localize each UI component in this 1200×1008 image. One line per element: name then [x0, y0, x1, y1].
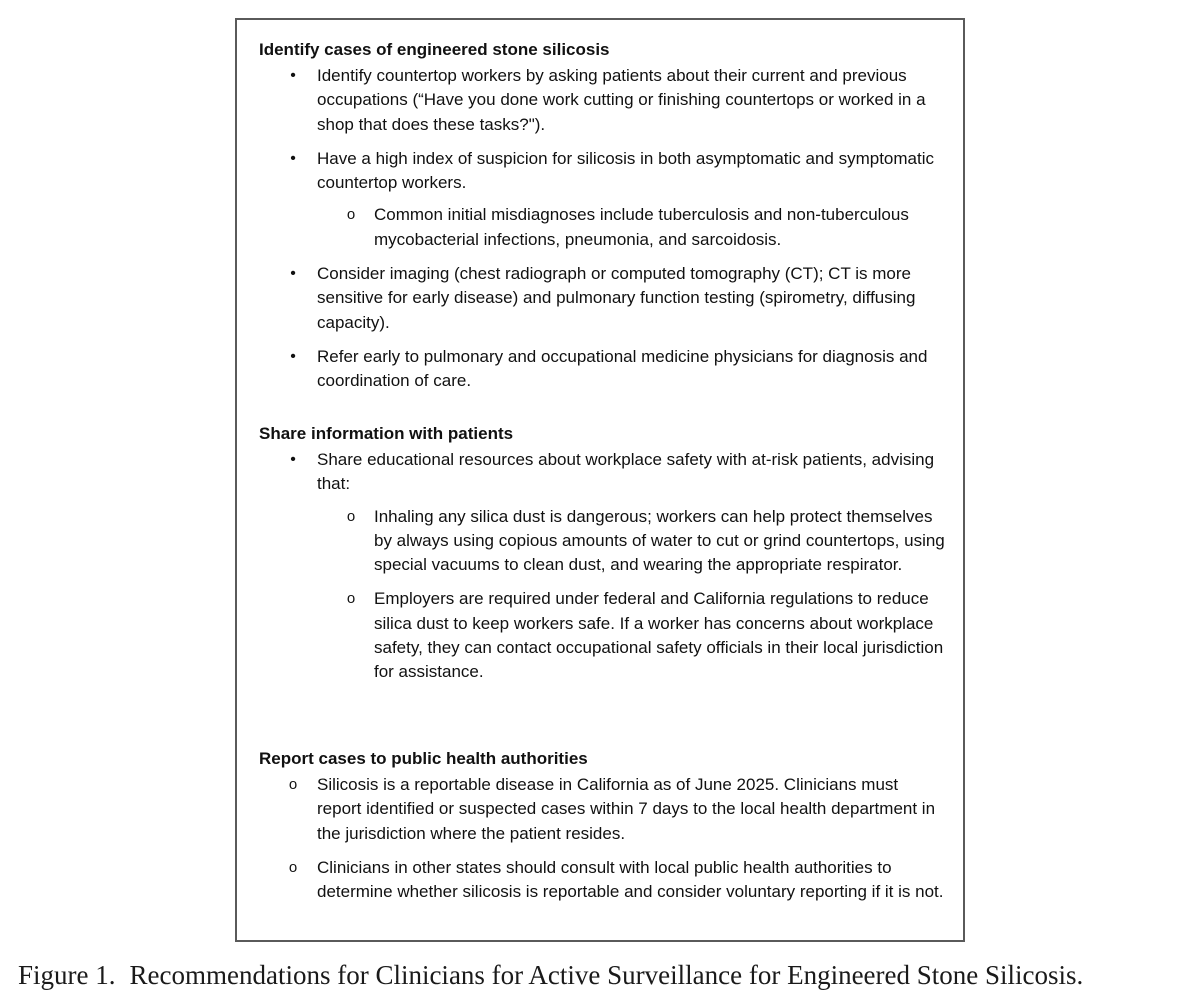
sub-list: [317, 203, 945, 252]
list-item-text: Have a high index of suspicion for silicosis in both asymptomatic and symptomatic countertop workers.: [317, 148, 935, 193]
list-item: [290, 448, 945, 685]
list-item: [288, 773, 945, 846]
figure-caption: [18, 957, 1193, 993]
list-item-text: Identify countertop workers by asking patients about their current and previous occupations (“Have you done work cutting or finishing countertops or worked in a shop that does these tasks?").: [317, 66, 926, 134]
circle-bullet-icon: o: [346, 507, 356, 525]
list-item: [290, 262, 945, 335]
bullet-list: [259, 773, 945, 904]
sub-list: [317, 505, 945, 685]
list-item: [290, 147, 945, 252]
circle-bullet-icon: o: [288, 858, 298, 876]
section-title: Identify cases of engineered stone silicosis: [259, 40, 610, 59]
bullet-list: [259, 64, 945, 394]
list-item: [290, 345, 945, 394]
sub-list-item: [346, 505, 945, 578]
recommendations-box: [235, 18, 965, 942]
list-item: [288, 856, 945, 905]
section-identify-cases: [259, 38, 945, 404]
bullet-icon: •: [290, 265, 296, 283]
section-report-cases: [259, 747, 945, 914]
section-share-information: [259, 422, 945, 695]
sub-list-item-text: Inhaling any silica dust is dangerous; workers can help protect themselves by always using copious amounts of water to cut or grind countertops, using special vacuums to clean dust, and wearing the appropriate respirator.: [374, 506, 945, 575]
bullet-icon: •: [290, 347, 296, 365]
bullet-icon: •: [290, 67, 296, 84]
sub-list-item: [346, 203, 945, 252]
section-title: Share information with patients: [259, 424, 514, 443]
list-item-text: Consider imaging (chest radiograph or computed tomography (CT); CT is more sensitive for early disease) and pulmonary function testing (spirometry, diffusing capacity).: [317, 264, 916, 332]
sub-list-item-text: Common initial misdiagnoses include tuberculosis and non-tuberculous mycobacterial infections, pneumonia, and sarcoidosis.: [374, 205, 909, 249]
section-title: Report cases to public health authorities: [259, 749, 588, 768]
circle-bullet-icon: o: [288, 776, 298, 793]
figure-label: Figure 1.: [18, 960, 116, 990]
sub-list-item: [346, 587, 945, 684]
circle-bullet-icon: o: [346, 590, 356, 608]
sub-list-item-text: Employers are required under federal and California regulations to reduce silica dust to keep workers safe. If a worker has concerns about workplace safety, they can contact occupational safety officials in their local jurisdiction for assistance.: [374, 589, 944, 682]
figure-caption-text: Recommendations for Clinicians for Active Surveillance for Engineered Stone Silicosis.: [129, 960, 1084, 990]
circle-bullet-icon: o: [346, 206, 356, 224]
list-item-text: Silicosis is a reportable disease in California as of June 2025. Clinicians must report identified or suspected cases within 7 days to the local health department in the jurisdiction where the patient resides.: [317, 775, 936, 843]
list-item-text: Refer early to pulmonary and occupational medicine physicians for diagnosis and coordination of care.: [317, 346, 928, 391]
list-item-text: Share educational resources about workplace safety with at-risk patients, advising that:: [317, 450, 935, 494]
bullet-list: [259, 448, 945, 685]
list-item: [290, 64, 945, 137]
bullet-icon: •: [290, 451, 296, 468]
list-item-text: Clinicians in other states should consult with local public health authorities to determine whether silicosis is reportable and consider voluntary reporting if it is not.: [317, 857, 944, 902]
bullet-icon: •: [290, 149, 296, 167]
